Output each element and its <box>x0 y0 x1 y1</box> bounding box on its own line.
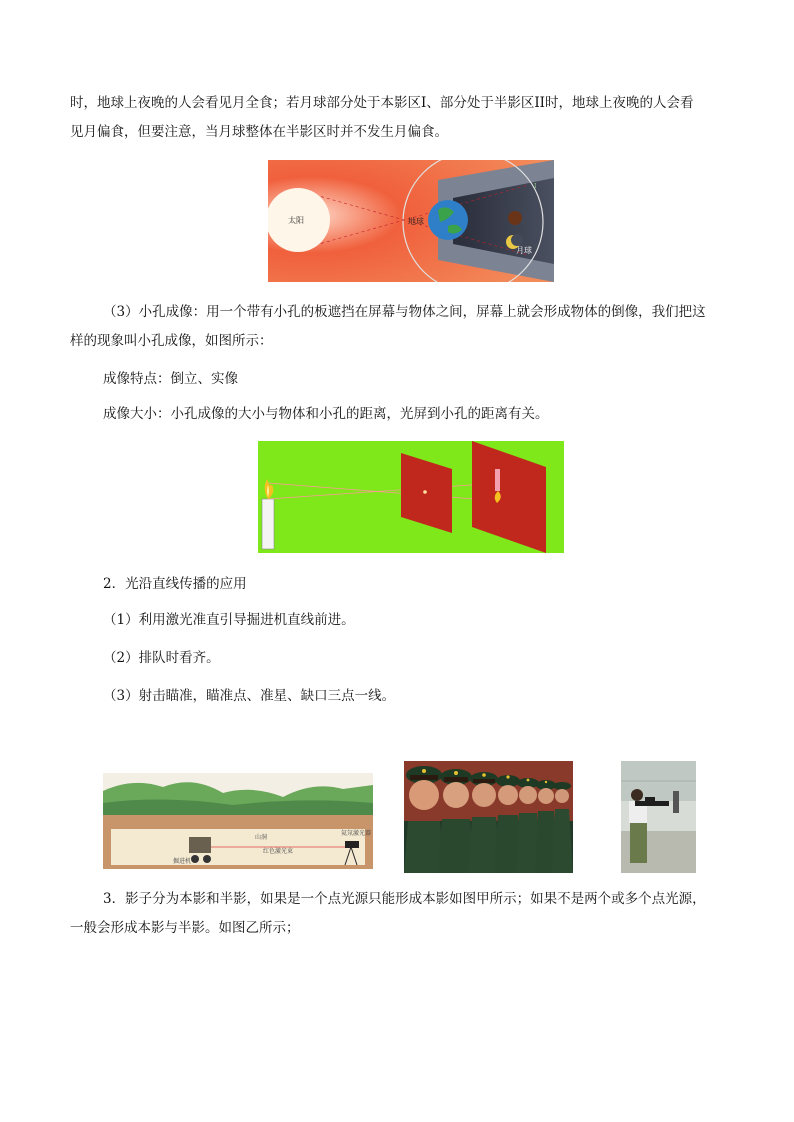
eclipse-paragraph-line-2: 见月偏食，但要注意，当月球整体在半影区时并不发生月偏食。 <box>70 124 448 140</box>
application-item-3: （3）射击瞄准，瞄准点、准星、缺口三点一线。 <box>103 688 396 704</box>
pinhole-paragraph-line-1: （3）小孔成像：用一个带有小孔的板遮挡在屏幕与物体之间，屏幕上就会形成物体的倒像，我们把这 <box>103 304 706 320</box>
eclipse-paragraph-line-1: 时，地球上夜晚的人会看见月全食；若月球部分处于本影区I、部分处于半影区II时，地球上夜晚的人会看 <box>70 95 694 111</box>
applications-heading: 2．光沿直线传播的应用 <box>103 576 247 592</box>
tunnel-laser-figure <box>103 773 373 869</box>
pinhole-figure <box>258 441 564 553</box>
svg-text:I: I <box>534 183 537 190</box>
lunar-eclipse-figure <box>268 160 554 282</box>
application-item-2: （2）排队时看齐。 <box>103 650 220 666</box>
shooter-aiming-photo <box>621 761 696 873</box>
tunnel-laser-label: 氦氖激光器 <box>341 830 372 837</box>
moon-label: 月球 <box>516 246 532 255</box>
application-item-1: （1）利用激光准直引导掘进机直线前进。 <box>103 612 355 628</box>
pinhole-size-text: 成像大小：小孔成像的大小与物体和小孔的距离，光屏到小孔的距离有关。 <box>103 406 549 422</box>
shadow-paragraph-line-1: 3．影子分为本影和半影，如果是一个点光源只能形成本影如图甲所示；如果不是两个或多个点光源， <box>103 891 706 907</box>
shadow-paragraph-line-2: 一般会形成本影与半影。如图乙所示； <box>70 920 300 936</box>
pinhole-feature-text: 成像特点：倒立、实像 <box>103 371 238 387</box>
sun-label: 太阳 <box>288 216 304 225</box>
tunnel-machine-label: 掘进机 <box>173 858 192 865</box>
soldiers-lineup-photo <box>404 761 573 873</box>
earth-label: 地球 <box>408 217 424 226</box>
tunnel-beam-label: 红色激光束 <box>263 848 294 855</box>
tunnel-mountain-label: 山洞 <box>255 834 268 841</box>
pinhole-paragraph-line-2: 样的现象叫小孔成像，如图所示： <box>70 333 273 349</box>
